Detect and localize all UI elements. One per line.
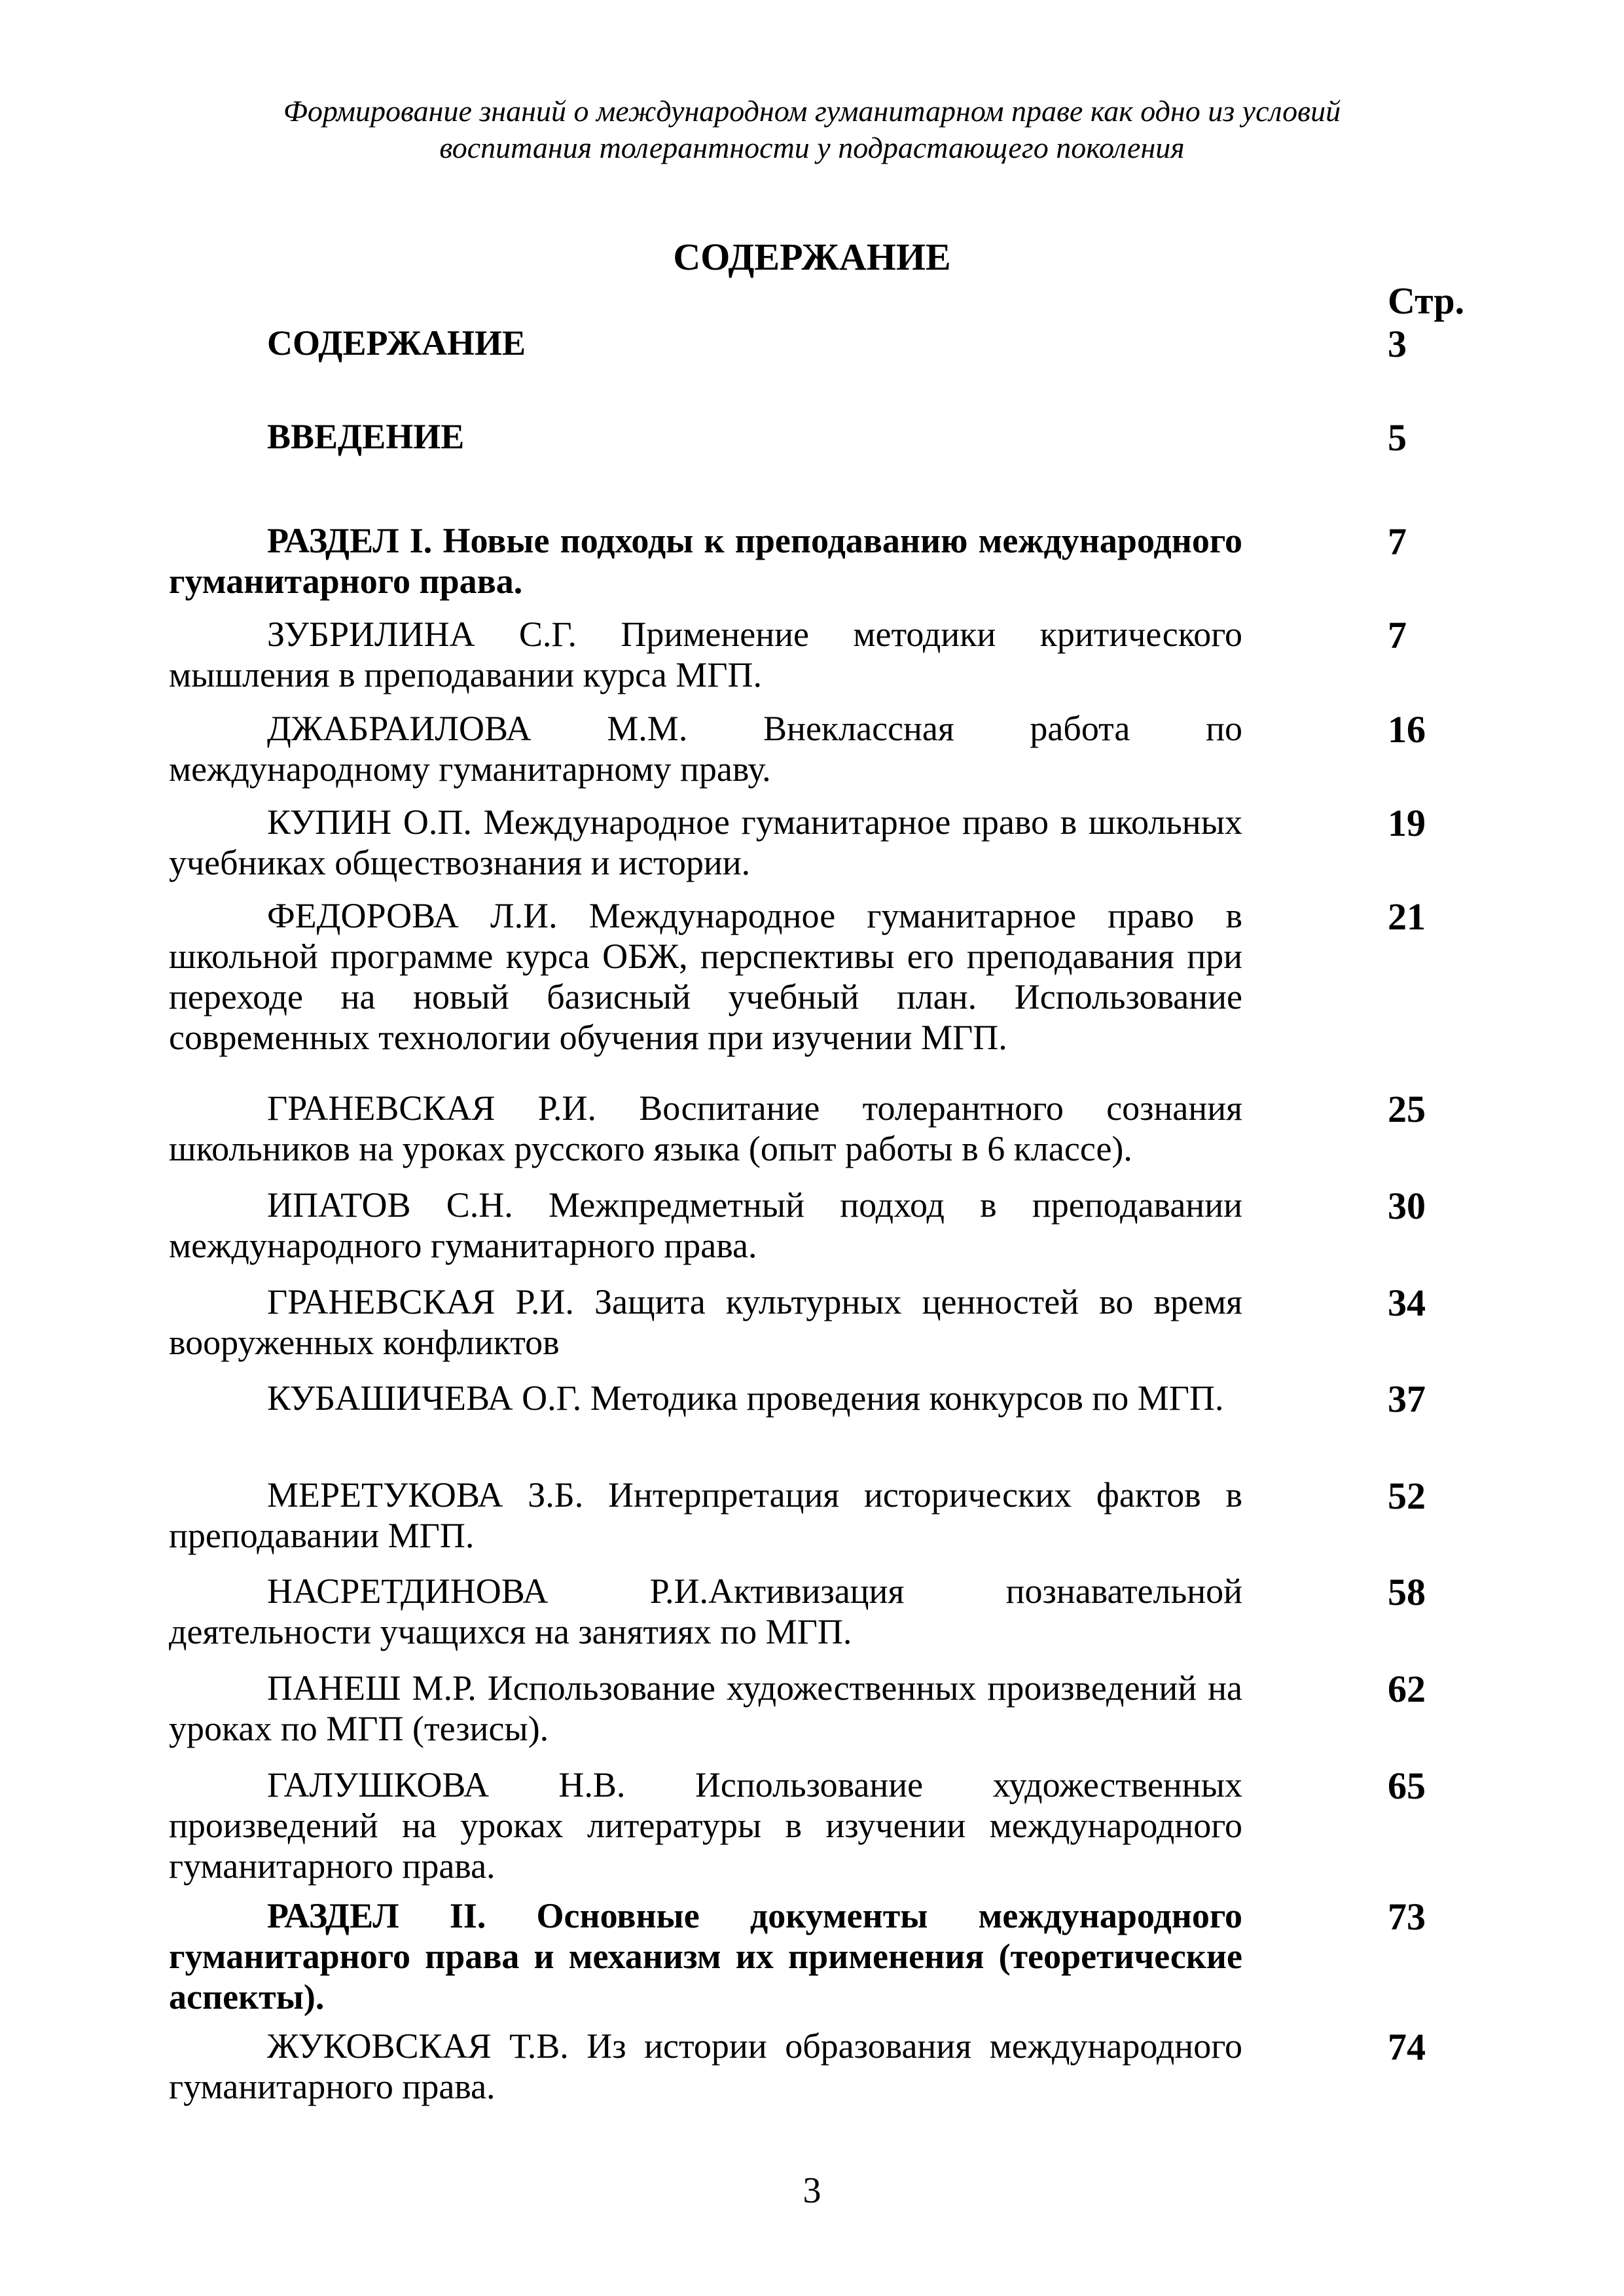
- toc-entry-page: 34: [1388, 1282, 1426, 1324]
- toc-entry-text: КУБАШИЧЕВА О.Г. Методика проведения конкурсов по МГП.: [267, 1378, 1224, 1418]
- toc-entry-text: МЕРЕТУКОВА З.Б. Интерпретация исторических фактов в преподавании МГП.: [169, 1475, 1242, 1555]
- toc-entry-article: [169, 895, 1242, 1058]
- toc-entry-text: ФЕДОРОВА Л.И. Международное гуманитарное право в школьной программе курса ОБЖ, перспективы его преподавания при переходе на новый базисный учебный план. Использование современных технологии обучения при изучении МГП.: [169, 896, 1242, 1057]
- toc-entry-page: 7: [1388, 520, 1407, 563]
- toc-entry-page: 25: [1388, 1088, 1426, 1130]
- toc-entry-article: [169, 1668, 1242, 1749]
- toc-entry-page: 3: [1388, 323, 1407, 365]
- toc-entry-introduction: [169, 416, 1242, 457]
- toc-entry-page: 21: [1388, 895, 1426, 938]
- toc-entry-article: [169, 802, 1242, 883]
- toc-entry-section-1: [169, 520, 1242, 601]
- toc-entry-article: [169, 1378, 1242, 1418]
- toc-entry-text: РАЗДЕЛ II. Основные документы международного гуманитарного права и механизм их применения (теоретические аспекты).: [169, 1896, 1242, 2017]
- toc-entry-page: 30: [1388, 1185, 1426, 1227]
- page-title: СОДЕРЖАНИЕ: [673, 236, 951, 278]
- page-number: 3: [803, 2170, 821, 2211]
- running-header-line-1: Формирование знаний о международном гуманитарном праве как одно из условий: [283, 94, 1341, 128]
- page-column-label: Стр.: [1388, 279, 1465, 322]
- toc-entry-text: НАСРЕТДИНОВА Р.И.Активизация познавательной деятельности учащихся на занятиях по МГП.: [169, 1571, 1242, 1651]
- toc-entry-text: ВВЕДЕНИЕ: [267, 417, 465, 456]
- running-header-line-2: воспитания толерантности у подрастающего поколения: [439, 131, 1185, 164]
- toc-entry-page: 16: [1388, 708, 1426, 751]
- toc-entry-article: [169, 1088, 1242, 1169]
- toc-entry-page: 73: [1388, 1895, 1426, 1938]
- toc-entry-article: [169, 1185, 1242, 1266]
- toc-entry-article: [169, 2026, 1242, 2107]
- toc-entry-page: 58: [1388, 1571, 1426, 1613]
- toc-entry-text: РАЗДЕЛ I. Новые подходы к преподаванию международного гуманитарного права.: [169, 521, 1242, 601]
- toc-entry-article: [169, 1475, 1242, 1556]
- toc-entry-text: ИПАТОВ С.Н. Межпредметный подход в преподавании международного гуманитарного права.: [169, 1185, 1242, 1265]
- toc-entry-page: 62: [1388, 1668, 1426, 1710]
- toc-entry-section-2: [169, 1895, 1242, 2017]
- toc-entry-text: ГРАНЕВСКАЯ Р.И. Воспитание толерантного сознания школьников на уроках русского языка (опыт работы в 6 классе).: [169, 1088, 1242, 1168]
- toc-entry-page: 7: [1388, 614, 1407, 656]
- toc-entry-text: ГАЛУШКОВА Н.В. Использование художественных произведений на уроках литературы в изучении международного гуманитарного права.: [169, 1765, 1242, 1886]
- toc-entry-article: [169, 1282, 1242, 1363]
- toc-entry-article: [169, 708, 1242, 789]
- running-header: [0, 93, 1624, 166]
- toc-entry-article: [169, 614, 1242, 695]
- toc-entry-page: 5: [1388, 416, 1407, 459]
- toc-entry-text: ГРАНЕВСКАЯ Р.И. Защита культурных ценностей во время вооруженных конфликтов: [169, 1282, 1242, 1362]
- toc-entry-text: СОДЕРЖАНИЕ: [267, 323, 526, 363]
- toc-entry-article: [169, 1765, 1242, 1886]
- toc-entry-text: КУПИН О.П. Международное гуманитарное право в школьных учебниках обществознания и истории.: [169, 802, 1242, 882]
- toc-entry-page: 65: [1388, 1765, 1426, 1807]
- toc-entry-text: ЗУБРИЛИНА С.Г. Применение методики критического мышления в преподавании курса МГП.: [169, 615, 1242, 694]
- toc-entry-page: 37: [1388, 1378, 1426, 1420]
- toc-entry-text: ДЖАБРАИЛОВА М.М. Внеклассная работа по международному гуманитарному праву.: [169, 709, 1242, 789]
- toc-entry-page: 74: [1388, 2026, 1426, 2068]
- toc-entry-contents: [169, 323, 1242, 363]
- toc-entry-article: [169, 1571, 1242, 1652]
- toc-entry-page: 52: [1388, 1475, 1426, 1517]
- toc-entry-text: ЖУКОВСКАЯ Т.В. Из истории образования международного гуманитарного права.: [169, 2026, 1242, 2106]
- toc-entry-page: 19: [1388, 802, 1426, 844]
- toc-entry-text: ПАНЕШ М.Р. Использование художественных произведений на уроках по МГП (тезисы).: [169, 1668, 1242, 1748]
